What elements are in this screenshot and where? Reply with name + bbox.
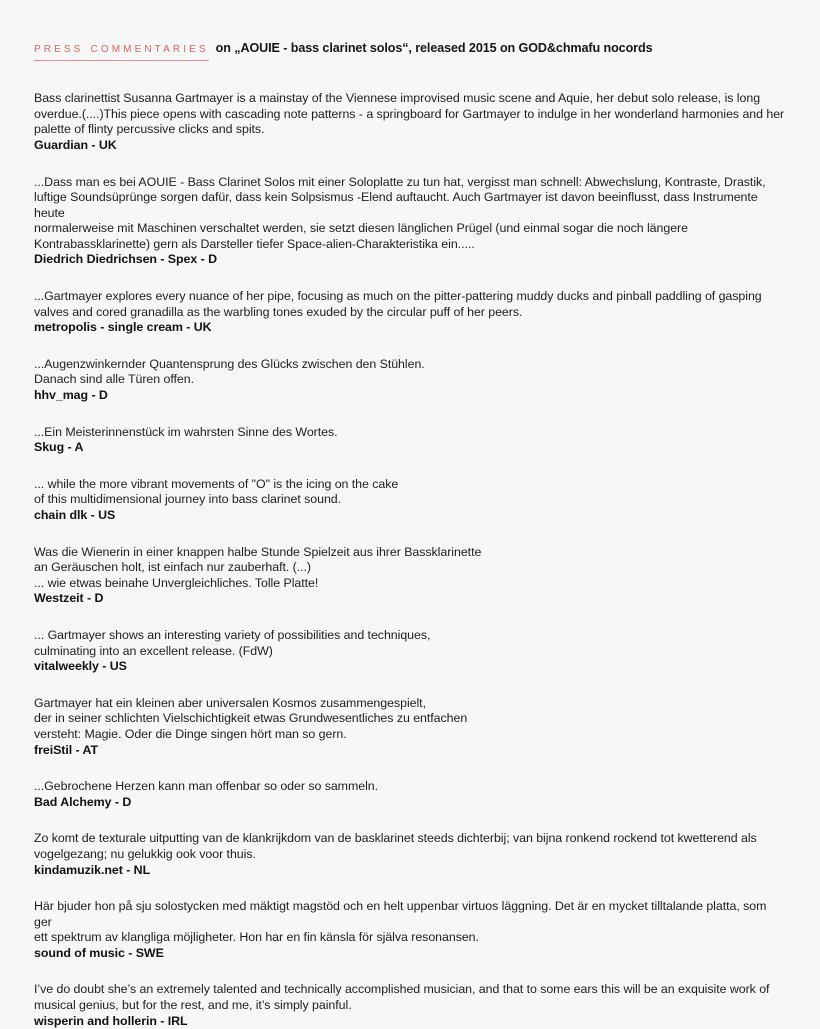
commentary-quote-line: Danach sind alle Türen offen. — [34, 372, 194, 387]
commentary-quote-line: Zo komt de texturale uitputting van de klankrijkdom van de basklarinet steeds dichterbij; van bijna ronkend rockend tot kwetterend als — [34, 831, 757, 846]
commentary-quote-line: normalerweise mit Maschinen verschaltet werden, sie setzt diesen länglichen Prügel (und einmal sogar die noch längere — [34, 221, 688, 236]
commentary-source: Guardian - UK — [34, 137, 117, 152]
commentary-quote-line: ...Gartmayer explores every nuance of her pipe, focusing as much on the pitter-pattering muddy ducks and pinball paddling of gasping — [34, 289, 762, 304]
commentary-block — [34, 982, 786, 1029]
commentary-list — [34, 91, 786, 1029]
commentary-block — [34, 357, 786, 404]
commentary-quote-line: ett spektrum av klangliga möjligheter. Hon har en fin känsla för själva resonansen. — [34, 930, 479, 945]
commentary-source: hhv_mag - D — [34, 388, 108, 403]
commentary-source: Diedrich Diedrichsen - Spex - D — [34, 252, 217, 267]
commentary-quote-line: ... Gartmayer shows an interesting variety of possibilities and techniques, — [34, 627, 431, 642]
commentary-quote-line: ...Gebrochene Herzen kann man offenbar so oder so sammeln. — [34, 779, 379, 794]
commentary-source: sound of music - SWE — [34, 945, 164, 960]
commentary-quote-line: overdue.(....)This piece opens with cascading note patterns - a springboard for Gartmayer to indulge in her wonderland harmonies and her — [34, 106, 785, 121]
commentary-source: kindamuzik.net - NL — [34, 862, 151, 877]
commentary-quote-line: der in seiner schlichten Vielschichtigkeit etwas Grundwesentliches zu entfachen — [34, 711, 468, 726]
commentary-quote-line: Bass clarinettist Susanna Gartmayer is a mainstay of the Viennese improvised music scene and Aquie, her debut solo release, is long — [34, 91, 761, 106]
commentary-block — [34, 831, 786, 878]
commentary-quote-line: ... wie etwas beinahe Unvergleichliches. Tolle Platte! — [34, 575, 319, 590]
commentary-block — [34, 696, 786, 758]
commentary-source: Bad Alchemy - D — [34, 794, 132, 809]
commentary-quote-line: vogelgezang; nu gelukkig ook voor thuis. — [34, 846, 256, 861]
commentary-source: metropolis - single cream - UK — [34, 320, 212, 335]
commentary-source: chain dlk - US — [34, 508, 116, 522]
commentary-block — [34, 175, 786, 269]
commentary-quote-line: Was die Wienerin in einer knappen halbe Stunde Spielzeit aus ihrer Bassklarinette — [34, 544, 482, 559]
commentary-quote-line: versteht: Magie. Oder die Dinge singen hört man so gern. — [34, 726, 347, 741]
commentary-block — [34, 91, 786, 153]
commentary-quote-line: ... while the more vibrant movements of "O" is the icing on the cake — [34, 476, 399, 491]
commentary-block — [34, 477, 786, 524]
commentary-quote-line: Kontrabassklarinette) gern als Darsteller tiefer Space-alien-Charakteristika ein..... — [34, 236, 475, 251]
commentary-quote-line: Här bjuder hon på sju solostycken med mäktigt magstöd och en helt uppenbar virtuos läggning. Det är en mycket tilltalande platta, som ger — [34, 899, 767, 929]
commentary-quote-line: luftige Soundsüprünge sorgen dafür, dass kein Solpsismus -Elend auftaucht. Auch Gartmayer ist davon beeinflusst, dass Instrumente heute — [34, 190, 758, 220]
commentary-source: wisperin and hollerin - IRL — [34, 1013, 188, 1028]
page-title: press commentaries — [34, 39, 209, 61]
commentary-quote-line: I’ve do doubt she’s an extremely talented and technically accomplished musician, and that to some ears this will be an exquisite work of — [34, 982, 770, 997]
commentary-block — [34, 425, 786, 456]
commentary-quote-line: ...Dass man es bei AOUIE - Bass Clarinet Solos mit einer Soloplatte zu tun hat, vergisst man schnell: Abwechslung, Kontraste, Drastik, — [34, 174, 766, 189]
commentary-source: vitalweekly - US — [34, 659, 127, 674]
commentary-quote-line: valves and cored granadilla as the warbling tones exuded by the circular puff of her peers. — [34, 304, 523, 319]
commentary-quote-line: of this multidimensional journey into bass clarinet sound. — [34, 492, 342, 507]
commentary-block — [34, 779, 786, 810]
commentary-source: freiStil - AT — [34, 742, 99, 757]
commentary-block — [34, 899, 786, 961]
commentary-quote-line: ...Ein Meisterinnenstück im wahrsten Sinne des Wortes. — [34, 424, 338, 439]
commentary-quote-line: musical genius, but for the rest, and me, it’s simply painful. — [34, 998, 352, 1013]
commentary-quote-line: an Geräuschen holt, ist einfach nur zauberhaft. (...) — [34, 560, 311, 575]
commentary-quote-line: Gartmayer hat ein kleinen aber universalen Kosmos zusammengespielt, — [34, 695, 426, 710]
commentary-quote-line: culminating into an excellent release. (FdW) — [34, 643, 273, 658]
commentary-block — [34, 628, 786, 675]
commentary-quote-line: ...Augenzwinkernder Quantensprung des Glücks zwischen den Stühlen. — [34, 356, 425, 371]
commentary-block — [34, 289, 786, 336]
commentary-block — [34, 545, 786, 607]
commentary-source: Westzeit - D — [34, 591, 104, 606]
commentary-quote-line: palette of flinty percussive clicks and spits. — [34, 122, 265, 137]
release-subtitle: on „AOUIE - bass clarinet solos“, released 2015 on GOD&chmafu nocords — [215, 41, 653, 55]
page-header — [34, 38, 786, 61]
commentary-source: Skug - A — [34, 440, 84, 455]
